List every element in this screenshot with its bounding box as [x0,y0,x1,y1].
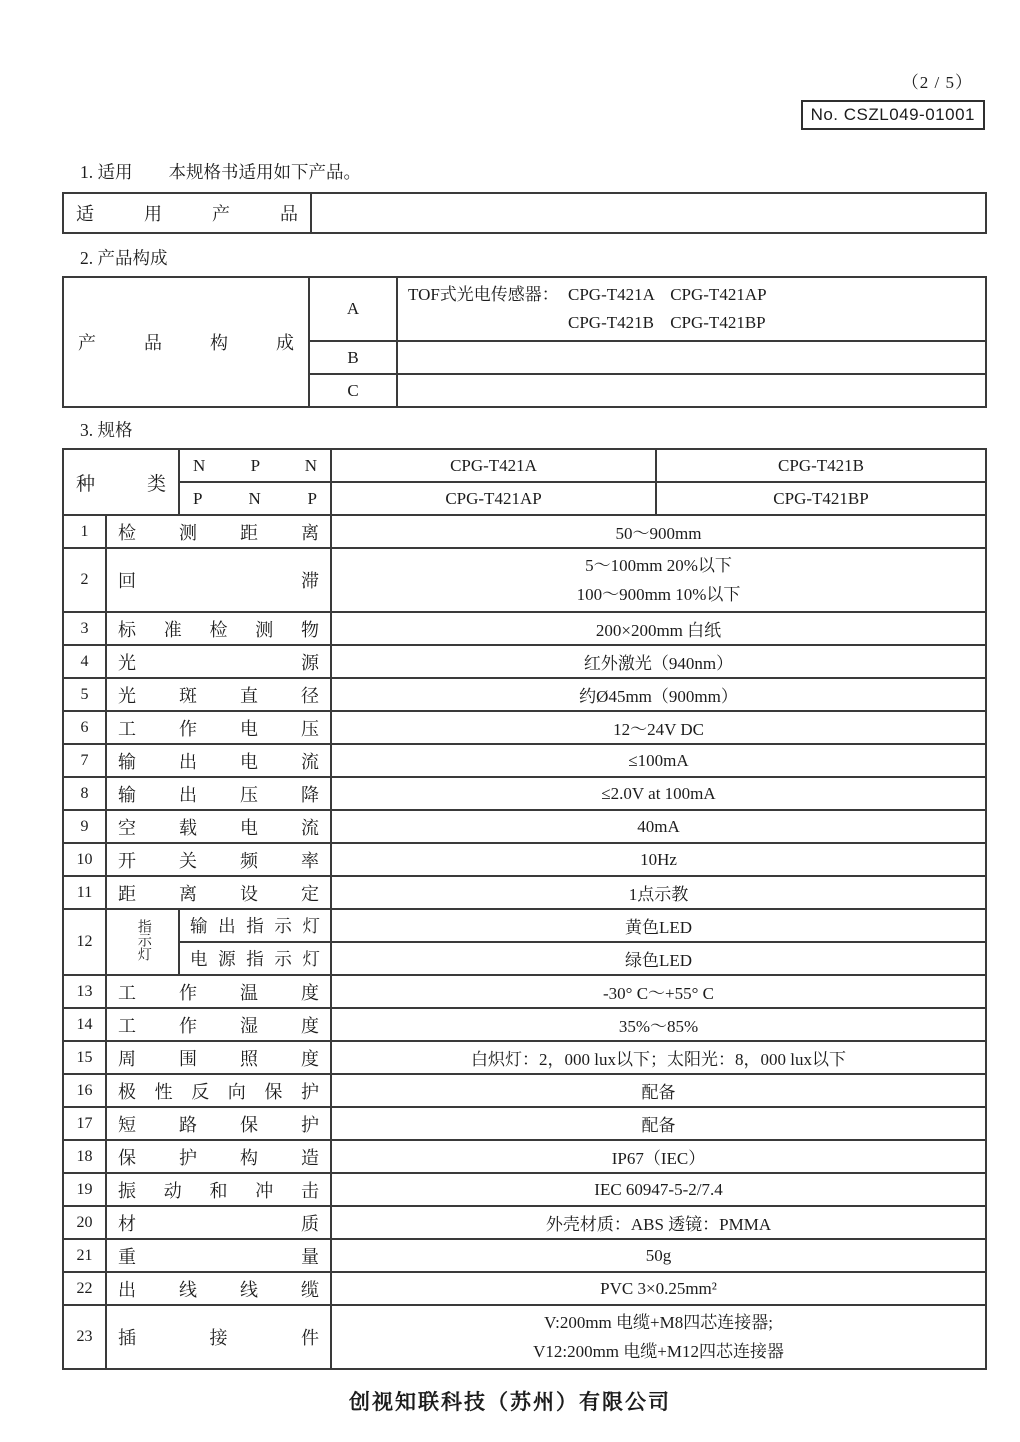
table-row [63,1173,986,1206]
spec-row-num: 1 [63,515,106,548]
table-row [63,942,986,975]
spec-row-value: ≤2.0V at 100mA [331,777,986,810]
spec-row-num: 17 [63,1107,106,1140]
table-row [63,810,986,843]
spec-row-num: 23 [63,1305,106,1369]
spec-row-value: 35%～85% [331,1008,986,1041]
composition-key-a: A [309,277,397,341]
spec-row-num: 21 [63,1239,106,1272]
section-1-number: 1. 适用 [80,162,133,182]
spec-row-label: 极 性 反 向 保 护 [106,1074,331,1107]
spec-row-value: -30° C～+55° C [331,975,986,1008]
doc-number-box: No. CSZL049-01001 [801,100,985,130]
table-row [63,1140,986,1173]
spec-value-line1: 5～100mm 20%以下 [585,556,732,575]
table-row [63,1008,986,1041]
spec-row-label: 光 源 [106,645,331,678]
sensor-type-prefix: TOF式光电传感器： [408,285,559,304]
composition-key-b: B [309,341,397,374]
spec-row-num: 12 [63,909,106,975]
table-row [63,1239,986,1272]
spec-row-label: 插 接 件 [106,1305,331,1369]
spec-row-value [331,1305,986,1369]
spec-row-label: 短 路 保 护 [106,1107,331,1140]
spec-row-label: 回 滞 [106,548,331,612]
spec-row-value: 1点示教 [331,876,986,909]
spec-row-num: 14 [63,1008,106,1041]
spec-row-num: 2 [63,548,106,612]
composition-value-a [397,277,986,341]
table-row [63,193,986,233]
table-row [63,843,986,876]
spec-row-value: IEC 60947-5-2/7.4 [331,1173,986,1206]
spec-document-page [62,0,985,1416]
composition-value-c [397,374,986,407]
specifications-table [62,448,987,1370]
table-row [63,777,986,810]
spec-row-value: 200×200mm 白纸 [331,612,986,645]
spec-row-label: 周 围 照 度 [106,1041,331,1074]
section-2-heading: 2. 产品构成 [80,248,168,268]
spec-row-value: 12～24V DC [331,711,986,744]
spec-row-value: 黄色LED [331,909,986,942]
table-row [63,909,986,942]
table-row [63,482,986,515]
spec-value-line2: V12:200mm 电缆+M12四芯连接器 [533,1342,784,1361]
composition-key-c: C [309,374,397,407]
spec-row-label: 振 动 和 冲 击 [106,1173,331,1206]
spec-row-num: 3 [63,612,106,645]
spec-row-value [331,548,986,612]
spec-row-num: 20 [63,1206,106,1239]
spec-row-label: 距 离 设 定 [106,876,331,909]
company-name: 创视知联科技（苏州）有限公司 [349,1390,671,1414]
spec-row-num: 5 [63,678,106,711]
spec-row-label: 重 量 [106,1239,331,1272]
product-composition-table [62,276,987,408]
spec-row-label: 标 准 检 测 物 [106,612,331,645]
spec-row-num: 22 [63,1272,106,1305]
spec-row-value: 40mA [331,810,986,843]
spec-row-label: 输 出 压 降 [106,777,331,810]
spec-row-label: 工 作 电 压 [106,711,331,744]
model-pnp-a: CPG-T421AP [331,482,656,515]
table-row [63,645,986,678]
spec-row-value: IP67（IEC） [331,1140,986,1173]
spec-row-label: 工 作 湿 度 [106,1008,331,1041]
section-1-heading [80,160,985,184]
table-row [63,711,986,744]
spec-row-num: 4 [63,645,106,678]
spec-row-value: 配备 [331,1074,986,1107]
table-row [63,1074,986,1107]
table-row [63,744,986,777]
spec-row-value: 外壳材质：ABS 透镜：PMMA [331,1206,986,1239]
table-row [63,876,986,909]
spec-row-value: 10Hz [331,843,986,876]
table-row [63,1206,986,1239]
table-row [63,1041,986,1074]
spec-row-label: 输 出 电 流 [106,744,331,777]
table-row [63,548,986,612]
table-row [63,612,986,645]
page-number: （2 / 5） [901,73,973,92]
applicable-product-label: 适 用 产 品 [63,193,311,233]
spec-row-num: 9 [63,810,106,843]
spec-row-sublabel: 电 源 指 示 灯 [179,942,331,975]
doc-number-row [62,100,985,130]
spec-row-label: 空 载 电 流 [106,810,331,843]
spec-row-num: 18 [63,1140,106,1173]
table-row [63,678,986,711]
table-row [63,277,986,341]
spec-row-label: 光 斑 直 径 [106,678,331,711]
indicator-group-cell [106,909,179,975]
model-npn-b: CPG-T421B [656,449,986,482]
spec-row-num: 10 [63,843,106,876]
composition-a-line1 [408,281,984,309]
output-type-pnp: P N P [179,482,331,515]
spec-row-label: 检 测 距 离 [106,515,331,548]
table-row [63,1305,986,1369]
indicator-group-label: 指示灯 [135,918,151,961]
spec-row-label: 工 作 温 度 [106,975,331,1008]
spec-row-label: 材 质 [106,1206,331,1239]
table-row [63,515,986,548]
spec-row-value: 50g [331,1239,986,1272]
spec-row-value: PVC 3×0.25mm² [331,1272,986,1305]
spec-row-value: 绿色LED [331,942,986,975]
applicable-product-table [62,192,987,234]
spec-row-sublabel: 输 出 指 示 灯 [179,909,331,942]
section-1-text: 本规格书适用如下产品。 [168,162,361,182]
spec-row-num: 13 [63,975,106,1008]
section-3-heading: 3. 规格 [80,420,133,440]
table-row [63,975,986,1008]
composition-value-b [397,341,986,374]
spec-row-num: 16 [63,1074,106,1107]
spec-row-value: 白炽灯：2，000 lux以下；太阳光：8，000 lux以下 [331,1041,986,1074]
table-row [63,1107,986,1140]
category-label: 种 类 [63,449,179,515]
spec-row-value: 约Ø45mm（900mm） [331,678,986,711]
output-type-npn: N P N [179,449,331,482]
spec-row-label: 出 线 线 缆 [106,1272,331,1305]
spec-row-num: 15 [63,1041,106,1074]
spec-value-line1: V:200mm 电缆+M8四芯连接器; [544,1313,773,1332]
spec-row-num: 19 [63,1173,106,1206]
spec-row-num: 11 [63,876,106,909]
model-npn-a: CPG-T421A [331,449,656,482]
spec-row-num: 8 [63,777,106,810]
table-row [63,449,986,482]
applicable-product-value [311,193,986,233]
spec-row-value: ≤100mA [331,744,986,777]
sensor-models-line2: CPG-T421B CPG-T421BP [568,313,766,332]
spec-row-num: 6 [63,711,106,744]
table-row [63,1272,986,1305]
spec-row-label: 保 护 构 造 [106,1140,331,1173]
spec-row-value: 配备 [331,1107,986,1140]
spec-value-line2: 100～900mm 10%以下 [576,585,741,604]
spec-row-num: 7 [63,744,106,777]
sensor-models-line1: CPG-T421A CPG-T421AP [568,285,767,304]
spec-row-value: 红外激光（940nm） [331,645,986,678]
model-pnp-b: CPG-T421BP [656,482,986,515]
spec-row-label: 开 关 频 率 [106,843,331,876]
product-composition-label: 产 品 构 成 [63,277,309,407]
spec-row-value: 50～900mm [331,515,986,548]
